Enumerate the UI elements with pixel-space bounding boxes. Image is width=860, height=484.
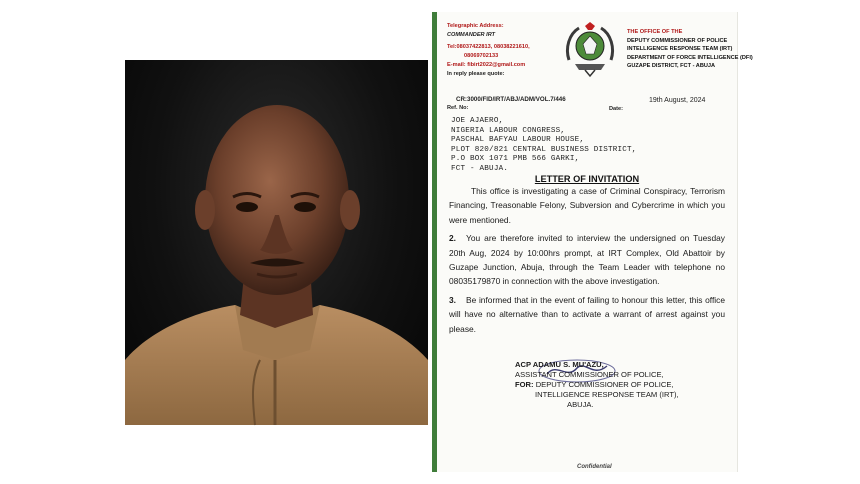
- reference-number: CR:3000/FID/IRT/ABJ/ADM/VOL.7/446: [456, 96, 566, 103]
- paragraph-2-number: 2.: [449, 233, 456, 244]
- signatory-rank: ASSISTANT COMMISSIONER OF POLICE,: [515, 370, 664, 379]
- telegraphic-label: Telegraphic Address:: [447, 23, 504, 29]
- signatory-unit: INTELLIGENCE RESPONSE TEAM (IRT),: [535, 390, 679, 399]
- office-line-3: DEPARTMENT OF FORCE INTELLIGENCE (DFI): [627, 54, 753, 61]
- date-label: Date:: [609, 106, 623, 112]
- signatory-city: ABUJA.: [567, 400, 594, 409]
- paragraph-2-text: You are therefore invited to interview the undersigned on Tuesday 20th Aug, 2024 by 10:00hrs prompt, at IRT Complex, Old Abattoir by Guzape Junction, Abuja, through the Team Leader with telephone no 08035179870 in connection with the above investigation.: [449, 233, 725, 287]
- paragraph-2: [449, 231, 725, 289]
- portrait-figure: [125, 60, 428, 425]
- address-line-6: FCT - ABUJA.: [451, 164, 509, 173]
- paragraph-3-number: 3.: [449, 294, 456, 305]
- letter-title: LETTER OF INVITATION: [534, 174, 640, 184]
- address-line-4: PLOT 820/821 CENTRAL BUSINESS DISTRICT,: [451, 145, 637, 154]
- portrait-photo: [125, 60, 428, 425]
- telegraphic-value: COMMANDER IRT: [447, 32, 496, 38]
- invitation-letter: [432, 12, 753, 472]
- address-line-5: P.O BOX 1071 PMB 566 GARKI,: [451, 155, 580, 164]
- reply-quote-line: In reply please quote:: [447, 71, 505, 77]
- telephone-line-2: 08069702133: [464, 53, 499, 59]
- letter-header-right: [627, 28, 753, 71]
- reference-label: Ref. No:: [447, 105, 469, 111]
- paragraph-3: [449, 293, 725, 336]
- letter-date: 19th August, 2024: [649, 97, 706, 104]
- confidential-mark: Confidential: [577, 464, 612, 470]
- telephone-line-1: Tel:08037422813, 08038221610,: [447, 44, 530, 50]
- office-line-4: GUZAPE DISTRICT, FCT - ABUJA: [627, 63, 716, 70]
- letter-body: [449, 184, 725, 340]
- signature-block: [515, 360, 679, 410]
- signatory-name: ACP ADAMU S. MU'AZU,: [515, 360, 604, 369]
- paragraph-1: This office is investigating a case of Criminal Conspiracy, Terrorism Financing, Treasonable Felony, Subversion and Cybercrime in which you were mentioned.: [449, 186, 725, 225]
- office-line-1: DEPUTY COMMISSIONER OF POLICE: [627, 37, 728, 44]
- recipient-address: [451, 117, 637, 175]
- office-line-2: INTELLIGENCE RESPONSE TEAM (IRT): [627, 46, 733, 53]
- office-of-label: THE OFFICE OF THE: [627, 29, 683, 35]
- address-line-2: NIGERIA LABOUR CONGRESS,: [451, 126, 566, 135]
- address-line-3: PASCHAL BAFYAU LABOUR HOUSE,: [451, 136, 585, 145]
- letter-header-left: [447, 22, 562, 79]
- police-crest-icon: [561, 20, 619, 78]
- signatory-for-text: DEPUTY COMMISSIONER OF POLICE,: [535, 380, 674, 389]
- address-line-1: JOE AJAERO,: [451, 117, 504, 125]
- paragraph-3-text: Be informed that in the event of failing to honour this letter, this office will have no alternative than to activate a warrant of arrest against you please.: [449, 294, 725, 334]
- email-line: E-mail: fibirt2022@gmail.com: [447, 62, 526, 68]
- signatory-for-label: FOR:: [515, 380, 534, 389]
